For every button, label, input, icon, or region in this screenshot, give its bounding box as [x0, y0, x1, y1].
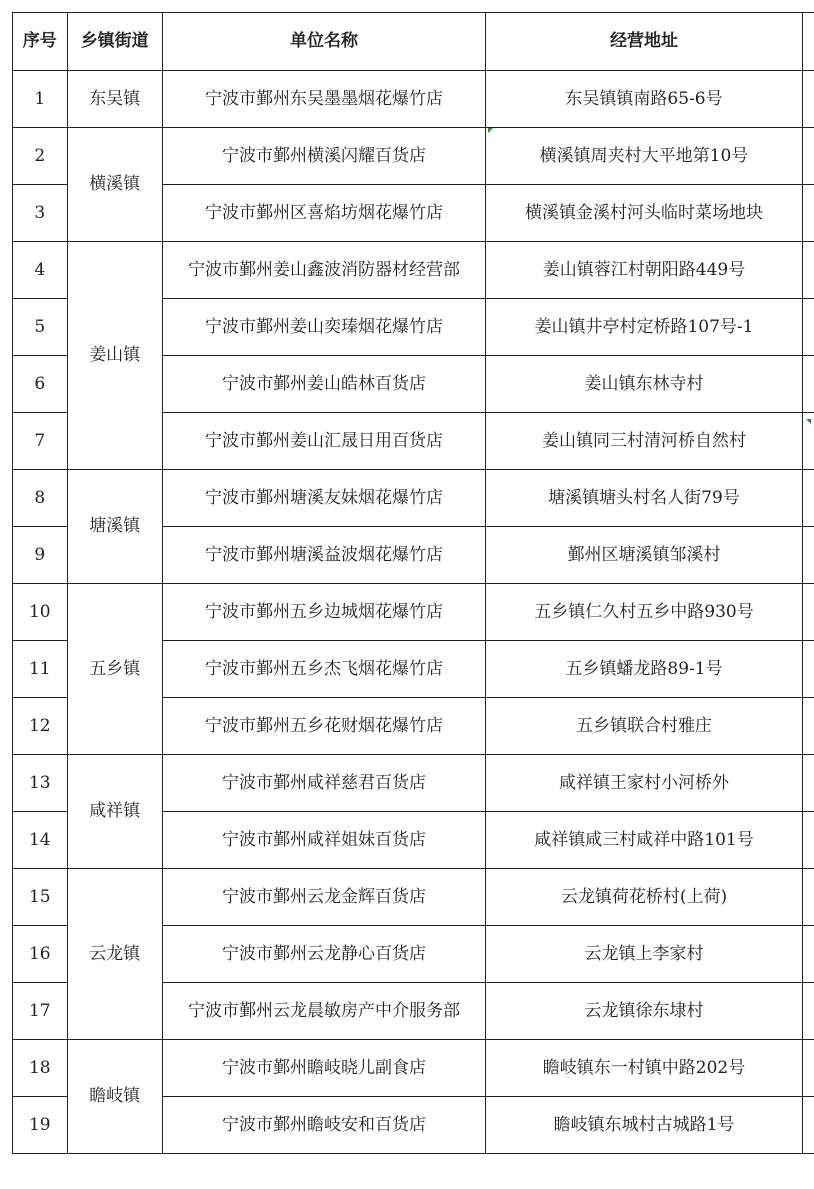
address-cell: 鄞州区塘溪镇邹溪村	[486, 527, 803, 584]
table-row	[13, 1040, 814, 1097]
row-edge-cell	[802, 470, 814, 527]
header-town: 乡镇街道	[67, 13, 162, 71]
shop-name-cell: 宁波市鄞州姜山汇晟日用百货店	[162, 413, 485, 470]
row-number: 19	[13, 1097, 68, 1154]
town-cell: 塘溪镇	[67, 470, 162, 584]
shop-name-cell: 宁波市鄞州云龙晨敏房产中介服务部	[162, 983, 485, 1040]
shop-name-cell: 宁波市鄞州瞻岐晓儿副食店	[162, 1040, 485, 1097]
row-edge-cell	[802, 1097, 814, 1154]
header-address: 经营地址	[486, 13, 803, 71]
town-cell: 云龙镇	[67, 869, 162, 1040]
shop-name-cell: 宁波市鄞州五乡花财烟花爆竹店	[162, 698, 485, 755]
shop-name-cell: 宁波市鄞州咸祥慈君百货店	[162, 755, 485, 812]
table-header-row	[13, 13, 814, 71]
shop-name-cell: 宁波市鄞州云龙金辉百货店	[162, 869, 485, 926]
address-cell: 横溪镇金溪村河头临时菜场地块	[486, 185, 803, 242]
table-row	[13, 242, 814, 299]
row-edge-cell	[802, 869, 814, 926]
header-edge-cell	[802, 13, 814, 71]
row-edge-cell	[802, 641, 814, 698]
table-row	[13, 869, 814, 926]
shop-name-cell: 宁波市鄞州塘溪友妹烟花爆竹店	[162, 470, 485, 527]
address-cell: 姜山镇蓉江村朝阳路449号	[486, 242, 803, 299]
shop-name-cell: 宁波市鄞州东吴墨墨烟花爆竹店	[162, 71, 485, 128]
address-cell: 咸祥镇咸三村咸祥中路101号	[486, 812, 803, 869]
cell-comment-marker	[488, 128, 493, 133]
shop-name-cell: 宁波市鄞州姜山奕瑧烟花爆竹店	[162, 299, 485, 356]
town-cell: 咸祥镇	[67, 755, 162, 869]
address-cell: 姜山镇井亭村定桥路107号-1	[486, 299, 803, 356]
row-number: 17	[13, 983, 68, 1040]
row-edge-cell	[802, 185, 814, 242]
row-number: 3	[13, 185, 68, 242]
town-cell: 姜山镇	[67, 242, 162, 470]
address-cell: 云龙镇徐东埭村	[486, 983, 803, 1040]
shop-name-cell: 宁波市鄞州五乡边城烟花爆竹店	[162, 584, 485, 641]
address-cell: 五乡镇蟠龙路89-1号	[486, 641, 803, 698]
address-cell: 五乡镇联合村雅庄	[486, 698, 803, 755]
town-cell: 横溪镇	[67, 128, 162, 242]
table-body	[13, 71, 814, 1154]
address-cell: 五乡镇仁久村五乡中路930号	[486, 584, 803, 641]
row-edge-cell	[802, 527, 814, 584]
header-name: 单位名称	[162, 13, 485, 71]
shop-name-cell: 宁波市鄞州咸祥姐妹百货店	[162, 812, 485, 869]
row-edge-cell	[802, 983, 814, 1040]
row-number: 8	[13, 470, 68, 527]
table-row	[13, 584, 814, 641]
row-number: 2	[13, 128, 68, 185]
shop-list-table-container	[12, 12, 814, 1154]
row-edge-cell	[802, 926, 814, 983]
shop-name-cell: 宁波市鄞州姜山皓林百货店	[162, 356, 485, 413]
row-edge-cell	[802, 812, 814, 869]
row-number: 11	[13, 641, 68, 698]
table-row	[13, 755, 814, 812]
town-cell: 瞻岐镇	[67, 1040, 162, 1154]
row-edge-cell	[802, 698, 814, 755]
town-cell: 东吴镇	[67, 71, 162, 128]
row-edge-cell	[802, 584, 814, 641]
row-number: 9	[13, 527, 68, 584]
address-cell: 姜山镇东林寺村	[486, 356, 803, 413]
table-row	[13, 71, 814, 128]
row-edge-cell	[802, 128, 814, 185]
row-number: 10	[13, 584, 68, 641]
cell-comment-marker	[806, 419, 811, 424]
address-cell: 瞻岐镇东城村古城路1号	[486, 1097, 803, 1154]
row-number: 18	[13, 1040, 68, 1097]
row-edge-cell	[802, 755, 814, 812]
row-number: 7	[13, 413, 68, 470]
town-cell: 五乡镇	[67, 584, 162, 755]
row-number: 1	[13, 71, 68, 128]
row-edge-cell	[802, 356, 814, 413]
address-cell: 姜山镇同三村清河桥自然村	[486, 413, 803, 470]
table-row	[13, 128, 814, 185]
address-cell: 云龙镇荷花桥村(上荷)	[486, 869, 803, 926]
row-number: 16	[13, 926, 68, 983]
header-no: 序号	[13, 13, 68, 71]
row-number: 15	[13, 869, 68, 926]
row-edge-cell	[802, 242, 814, 299]
address-cell: 云龙镇上李家村	[486, 926, 803, 983]
row-edge-cell	[802, 71, 814, 128]
shop-list-table	[12, 12, 814, 1154]
shop-name-cell: 宁波市鄞州横溪闪耀百货店	[162, 128, 485, 185]
shop-name-cell: 宁波市鄞州塘溪益波烟花爆竹店	[162, 527, 485, 584]
shop-name-cell: 宁波市鄞州瞻岐安和百货店	[162, 1097, 485, 1154]
address-cell: 横溪镇周夹村大平地第10号	[486, 128, 803, 185]
table-row	[13, 470, 814, 527]
shop-name-cell: 宁波市鄞州云龙静心百货店	[162, 926, 485, 983]
row-number: 13	[13, 755, 68, 812]
address-cell: 瞻岐镇东一村镇中路202号	[486, 1040, 803, 1097]
row-number: 12	[13, 698, 68, 755]
row-number: 4	[13, 242, 68, 299]
row-number: 5	[13, 299, 68, 356]
row-number: 14	[13, 812, 68, 869]
address-cell: 东吴镇镇南路65-6号	[486, 71, 803, 128]
address-cell: 塘溪镇塘头村名人街79号	[486, 470, 803, 527]
row-number: 6	[13, 356, 68, 413]
address-cell: 咸祥镇王家村小河桥外	[486, 755, 803, 812]
row-edge-cell	[802, 299, 814, 356]
row-edge-cell	[802, 1040, 814, 1097]
shop-name-cell: 宁波市鄞州区喜焰坊烟花爆竹店	[162, 185, 485, 242]
shop-name-cell: 宁波市鄞州五乡杰飞烟花爆竹店	[162, 641, 485, 698]
shop-name-cell: 宁波市鄞州姜山鑫波消防器材经营部	[162, 242, 485, 299]
